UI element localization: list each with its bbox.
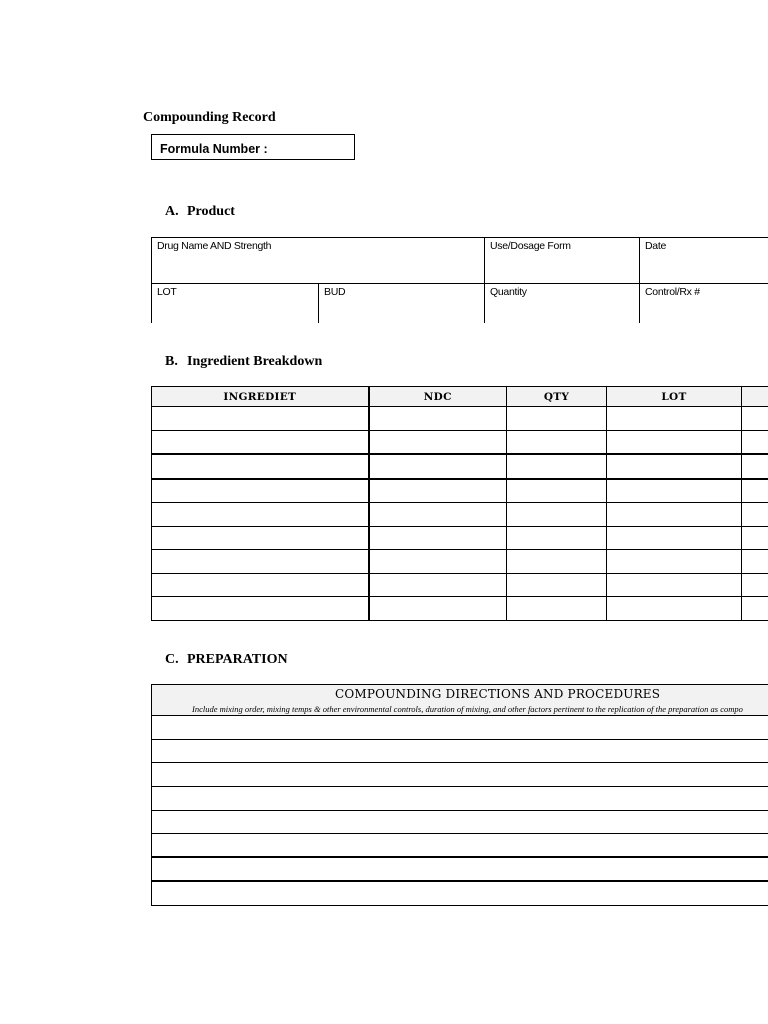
preparation-table-title: COMPOUNDING DIRECTIONS AND PROCEDURES (335, 687, 661, 701)
ndc-cell[interactable] (369, 503, 507, 527)
qty-cell[interactable] (507, 430, 607, 454)
document-title: Compounding Record (143, 110, 276, 125)
extra-cell[interactable] (742, 430, 768, 454)
control-rx-field[interactable]: Control/Rx # (640, 284, 768, 324)
table-row (152, 503, 768, 527)
ndc-cell[interactable] (369, 526, 507, 550)
ndc-cell[interactable] (369, 454, 507, 479)
extra-cell[interactable] (742, 454, 768, 479)
ingredient-cell[interactable] (152, 430, 369, 454)
use-dosage-field[interactable]: Use/Dosage Form (485, 238, 640, 284)
preparation-line[interactable] (151, 763, 768, 787)
ingredient-cell[interactable] (152, 407, 369, 431)
extra-cell[interactable] (742, 503, 768, 527)
table-row (152, 526, 768, 550)
column-header-lot: LOT (607, 387, 742, 407)
column-header-ingredient: INGREDIET (152, 387, 369, 407)
ingredient-table (151, 386, 768, 621)
qty-cell[interactable] (507, 526, 607, 550)
qty-cell[interactable] (507, 503, 607, 527)
table-row (152, 454, 768, 479)
bud-field[interactable]: BUD (319, 284, 485, 324)
table-row (152, 550, 768, 574)
preparation-line[interactable] (151, 834, 768, 858)
lot-cell[interactable] (607, 550, 742, 574)
extra-cell[interactable] (742, 407, 768, 431)
column-header-ndc: NDC (369, 387, 507, 407)
table-row (152, 407, 768, 431)
column-header-qty: QTY (507, 387, 607, 407)
ndc-cell[interactable] (369, 407, 507, 431)
lot-cell[interactable] (607, 407, 742, 431)
preparation-table-header (151, 684, 768, 716)
ndc-cell[interactable] (369, 573, 507, 597)
preparation-line[interactable] (151, 858, 768, 882)
table-row (152, 573, 768, 597)
lot-cell[interactable] (607, 573, 742, 597)
qty-cell[interactable] (507, 454, 607, 479)
quantity-field[interactable]: Quantity (485, 284, 640, 324)
preparation-line[interactable] (151, 811, 768, 835)
lot-cell[interactable] (607, 454, 742, 479)
date-field[interactable]: Date (640, 238, 768, 284)
lot-cell[interactable] (607, 597, 742, 621)
ingredient-cell[interactable] (152, 550, 369, 574)
section-c-heading (165, 652, 288, 668)
section-b-title: Ingredient Breakdown (187, 354, 323, 369)
ingredient-cell[interactable] (152, 573, 369, 597)
preparation-line[interactable] (151, 716, 768, 740)
ndc-cell[interactable] (369, 479, 507, 503)
preparation-table-note: Include mixing order, mixing temps & other environmental controls, duration of mixing, and other factors pertinent to the replication of the preparation as compo (192, 704, 743, 714)
lot-cell[interactable] (607, 503, 742, 527)
table-row (152, 479, 768, 503)
qty-cell[interactable] (507, 597, 607, 621)
section-a-letter: A. (165, 204, 179, 219)
ingredient-cell[interactable] (152, 479, 369, 503)
section-b-heading (165, 354, 322, 370)
column-header-extra (742, 387, 768, 407)
section-b-letter: B. (165, 354, 178, 369)
qty-cell[interactable] (507, 479, 607, 503)
drug-name-field[interactable]: Drug Name AND Strength (152, 238, 485, 284)
preparation-line[interactable] (151, 882, 768, 906)
extra-cell[interactable] (742, 526, 768, 550)
section-a-heading (165, 204, 235, 220)
qty-cell[interactable] (507, 550, 607, 574)
section-c-title: PREPARATION (187, 652, 288, 667)
table-row (152, 430, 768, 454)
extra-cell[interactable] (742, 597, 768, 621)
ndc-cell[interactable] (369, 550, 507, 574)
qty-cell[interactable] (507, 573, 607, 597)
section-c-letter: C. (165, 652, 179, 667)
extra-cell[interactable] (742, 479, 768, 503)
extra-cell[interactable] (742, 550, 768, 574)
lot-cell[interactable] (607, 479, 742, 503)
product-table (151, 237, 768, 323)
ingredient-cell[interactable] (152, 454, 369, 479)
qty-cell[interactable] (507, 407, 607, 431)
ingredient-cell[interactable] (152, 503, 369, 527)
preparation-line[interactable] (151, 787, 768, 811)
section-a-title: Product (187, 204, 235, 219)
ndc-cell[interactable] (369, 597, 507, 621)
formula-number-field[interactable]: Formula Number : (151, 134, 355, 160)
preparation-table (151, 684, 768, 906)
preparation-line[interactable] (151, 740, 768, 764)
ingredient-cell[interactable] (152, 526, 369, 550)
lot-cell[interactable] (607, 430, 742, 454)
table-row (152, 597, 768, 621)
extra-cell[interactable] (742, 573, 768, 597)
lot-field[interactable]: LOT (152, 284, 319, 324)
ndc-cell[interactable] (369, 430, 507, 454)
lot-cell[interactable] (607, 526, 742, 550)
ingredient-cell[interactable] (152, 597, 369, 621)
